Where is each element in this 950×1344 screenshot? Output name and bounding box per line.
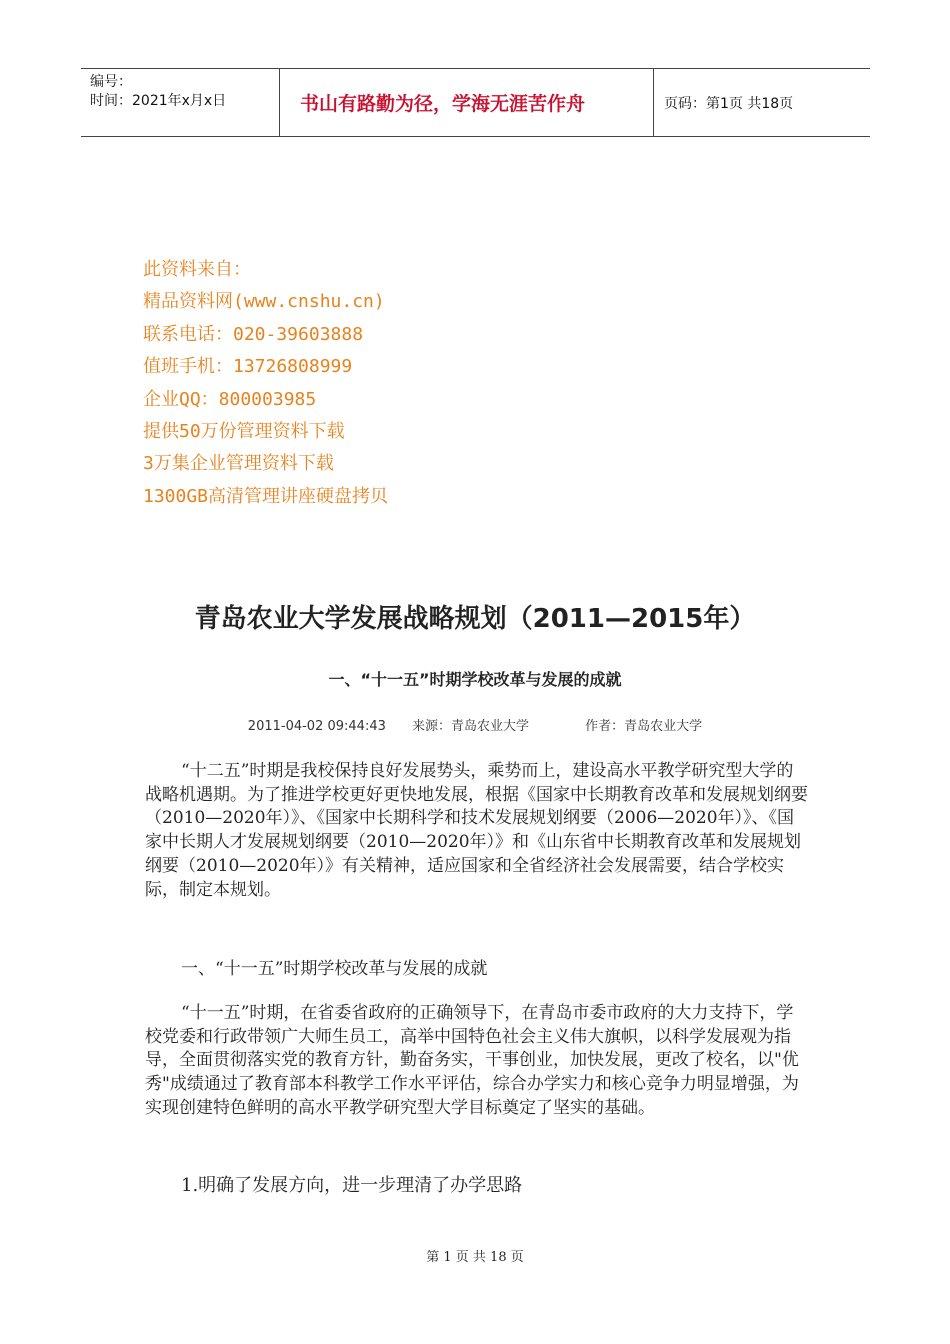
promo-line: 值班手机：13726808999 [143,356,353,378]
paragraph-subheading: 1.明确了发展方向，进一步理清了办学思路 [181,1175,523,1196]
promo-line: 此资料来自： [143,259,251,280]
time-label: 时间：2021年x月x日 [90,93,227,109]
paragraph-intro: “十二五”时期是我校保持良好发展势头，乘势而上，建设高水平教学研究型大学的战略机遇期。为了推进学校更好更快地发展，根据《国家中长期教育改革和发展规划纲要（2010—2020年）》、《国家中长期科学和技术发展规划纲要（2006—2020年）》、《国家中长期人才发展规划纲要（2010—2020年）》和《山东省中长期教育改革和发展规划纲要（2010—2020年）》有关精神，适应国家和全省经济社会发展需要，结合学校实际，制定本规划。 [145,761,808,900]
promo-line: 企业QQ：800003985 [143,388,317,410]
header-page-label: 页码：第1页 共18页 [664,95,794,112]
article-title: 青岛农业大学发展战略规划（2011—2015年） [194,604,756,634]
article-date: 2011-04-02 09:44:43 [247,719,386,734]
header-motto: 书山有路勤为径，学海无涯苦作舟 [280,69,654,136]
article-meta [0,715,950,734]
article-subtitle: 一、“十一五”时期学校改革与发展的成就 [328,670,622,689]
header-meta-cell [81,69,280,136]
promo-line: 3万集企业管理资料下载 [143,453,334,475]
paragraph-achievements: “十一五”时期，在省委省政府的正确领导下，在青岛市委市政府的大力支持下，学校党委和行政带领广大师生员工，高举中国特色社会主义伟大旗帜，以科学发展观为指导，全面贯彻落实党的教育方针，勤奋务实，干事创业，加快发展，更改了校名，以"优秀"成绩通过了教育部本科教学工作水平评估，综合办学实力和核心竞争力明显增强，为实现创建特色鲜明的高水平教学研究型大学目标奠定了坚实的基础。 [145,1003,799,1118]
article-source: 来源：青岛农业大学 [412,719,530,734]
promo-line: 提供50万份管理资料下载 [143,421,345,443]
promo-block [143,254,388,513]
promo-line: 1300GB高清管理讲座硬盘拷贝 [143,485,389,507]
article-author: 作者：青岛农业大学 [585,719,703,734]
page-footer: 第 1 页 共 18 页 [426,1250,524,1265]
promo-line: 精品资料网(www.cnshu.cn) [143,291,385,313]
document-header [81,68,870,137]
number-label: 编号： [90,74,132,90]
paragraph-section-heading: 一、“十一五”时期学校改革与发展的成就 [181,959,488,979]
promo-line: 联系电话：020-39603888 [143,323,364,345]
